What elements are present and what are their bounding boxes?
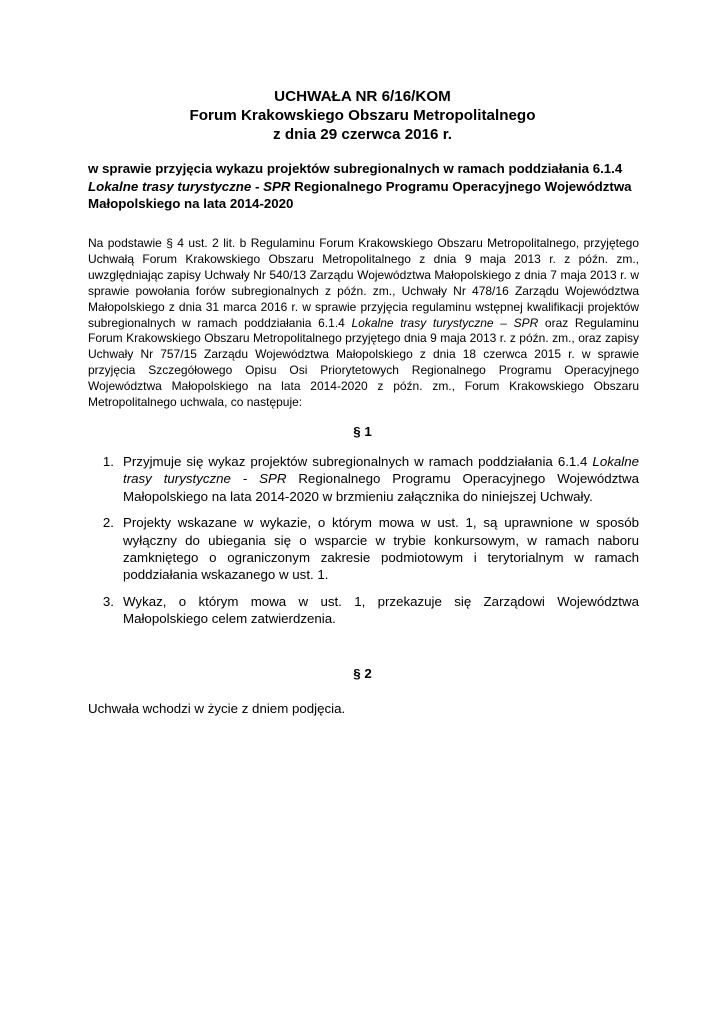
preamble-italic: Lokalne trasy turystyczne – SPR <box>351 315 539 330</box>
list-item-number: 3. <box>102 593 114 609</box>
legal-basis-preamble <box>88 236 639 411</box>
resolution-subject <box>88 160 639 213</box>
list-item-text-2: Regionalnego Programu Operacyjnego Województwa Małopolskiego na lata 2014-2020 w brzmieniu załącznika do niniejszej Uchwały. <box>123 471 639 504</box>
list-item-italic: Lokalne trasy turystyczne - SPR <box>123 454 639 487</box>
section-2-mark: § 2 <box>353 666 372 681</box>
list-item <box>88 514 639 584</box>
resolution-number: UCHWAŁA NR 6/16/KOM <box>274 88 451 105</box>
subject-text-2: Regionalnego Programu Operacyjnego Województwa Małopolskiego na lata 2014-2020 <box>88 178 632 211</box>
section-1-mark: § 1 <box>353 424 372 439</box>
list-item-text: Projekty wskazane w wykazie, o którym mowa w ust. 1, są uprawnione w sposób wyłączny do ubiegania się o wsparcie w trybie konkursowym, w ramach naboru zamkniętego o ograniczonym zakresie podmiotowym i terytorialnym w ramach poddziałania wskazanego w ust. 1. <box>123 515 639 583</box>
resolution-date: z dnia 29 czerwca 2016 r. <box>273 126 452 143</box>
list-item-number: 2. <box>102 515 114 531</box>
list-item-text <box>123 453 639 505</box>
document-title-block <box>0 87 725 144</box>
list-item-text-1: Przyjmuje się wykaz projektów subregionalnych w ramach poddziałania 6.1.4 <box>123 454 593 469</box>
list-item <box>88 453 639 505</box>
subject-text-1: w sprawie przyjęcia wykazu projektów subregionalnych w ramach poddziałania 6.1.4 <box>88 161 623 176</box>
subject-italic: Lokalne trasy turystyczne - SPR <box>88 178 291 194</box>
preamble-text-1: Na podstawie § 4 ust. 2 lit. b Regulaminu Forum Krakowskiego Obszaru Metropolitalnego, przyjętego Uchwałą Forum Krakowskiego Obszaru Metropolitalnego z dnia 9 maja 2013 r. z późn. zm., uwzględniając zapisy Uchwały Nr 540/13 Zarządu Województwa Małopolskiego z dnia 7 maja 2013 r. w sprawie powołania forów subregionalnych z późn. zm., Uchwały Nr 478/16 Zarządu Województwa Małopolskiego z dnia 31 marca 2016 r. w sprawie przyjęcia regulaminu wstępnej kwalifikacji projektów subregionalnych w ramach poddziałania 6.1.4 <box>88 236 639 330</box>
issuing-body: Forum Krakowskiego Obszaru Metropolitalnego <box>189 107 536 124</box>
preamble-text-2: oraz Regulaminu Forum Krakowskiego Obszaru Metropolitalnego przyjętego dnia 9 maja 2013 r. z późn. zm., oraz zapisy Uchwały Nr 757/15 Zarządu Województwa Małopolskiego z dnia 18 czerwca 2015 r. w sprawie przyjęcia Szczegółowego Opisu Osi Priorytetowych Regionalnego Programu Operacyjnego Województwa Małopolskiego na lata 2014-2020 z późn. zm., Forum Krakowskiego Obszaru Metropolitalnego uchwala, co następuje: <box>88 315 639 410</box>
list-item-text: Wykaz, o którym mowa w ust. 1, przekazuje się Zarządowi Województwa Małopolskiego celem zatwierdzenia. <box>123 593 639 627</box>
list-item-number: 1. <box>102 454 114 469</box>
section-1-list <box>88 453 639 637</box>
entry-into-force-text: Uchwała wchodzi w życie z dniem podjęcia. <box>88 701 346 716</box>
list-item <box>88 593 639 628</box>
